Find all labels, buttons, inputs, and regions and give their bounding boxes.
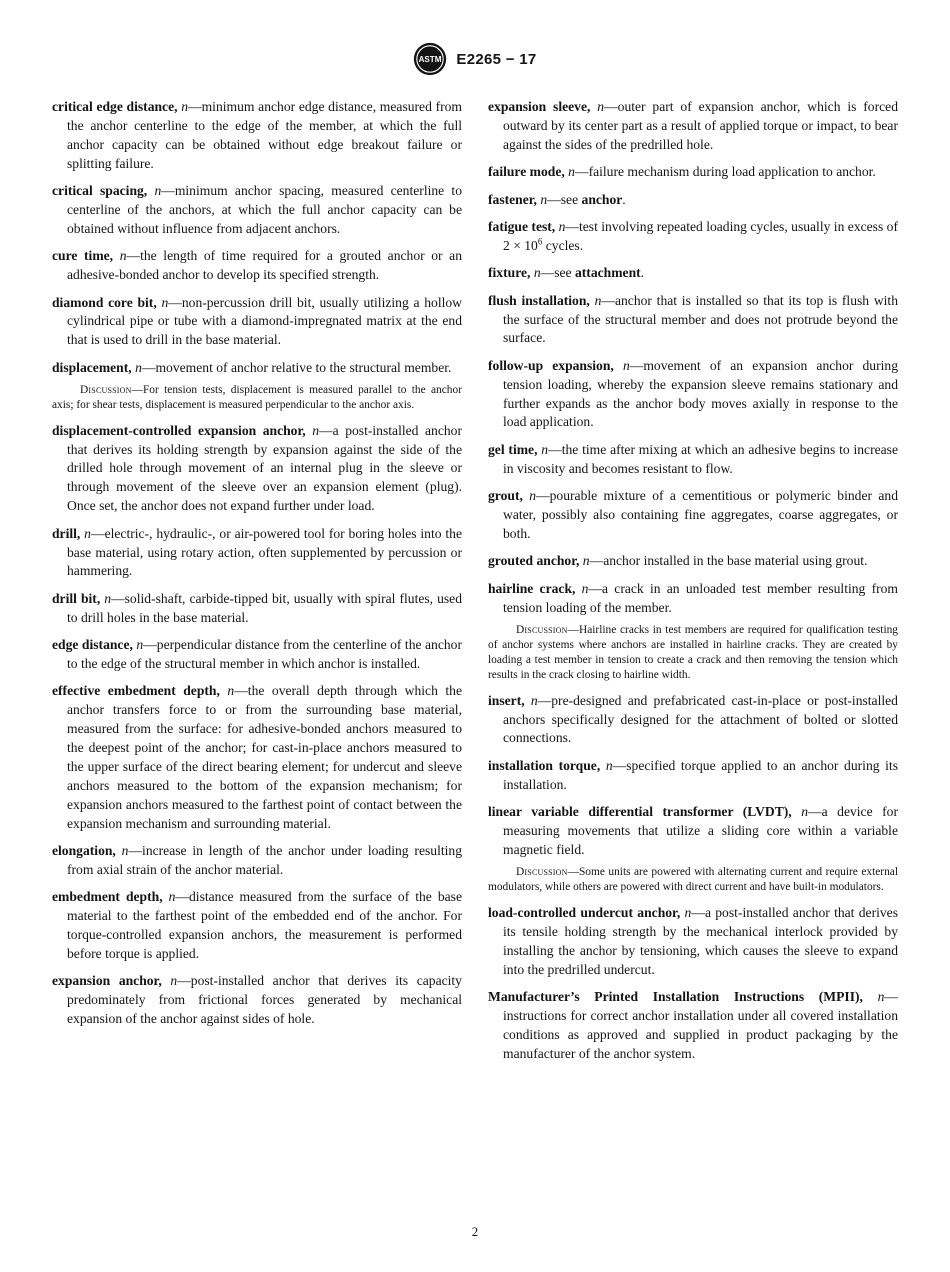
definition-entry — [488, 264, 898, 283]
definition-text: —movement of an expansion anchor during tension loading, whereby the expansion sleeve remains stationary and further expands as the anchor body moves axially in response to the load application. — [503, 357, 898, 430]
definition-entry — [52, 182, 462, 239]
definition-entry — [52, 422, 462, 516]
term: follow-up expansion, — [488, 357, 623, 373]
definition-entry — [488, 218, 898, 256]
part-of-speech: n — [597, 99, 605, 114]
page-header — [52, 42, 898, 76]
part-of-speech: n — [312, 422, 320, 438]
definitions-columns — [52, 98, 898, 1072]
term: displacement-controlled expansion anchor, — [52, 422, 313, 438]
definition-entry — [52, 842, 462, 880]
term: edge distance, — [52, 637, 137, 653]
definition-entry — [52, 359, 462, 378]
cross-reference-term: attachment — [574, 265, 641, 281]
definition-entry — [488, 357, 898, 433]
cross-reference-term: anchor — [581, 191, 623, 207]
part-of-speech: n — [227, 683, 235, 699]
term: fixture, — [488, 265, 534, 281]
term: hairline crack, — [488, 580, 582, 596]
definition-text: —instructions for correct anchor installation under all covered installation conditions as approved and supplied in product packaging by the manufacturer of the anchor system. — [503, 988, 898, 1061]
definition-text: —outer part of expansion anchor, which is forced outward by its center part as a result of applied torque or impact, to bear against the sides of the predrilled hole. — [503, 99, 898, 152]
part-of-speech: n — [541, 441, 549, 457]
part-of-speech: n — [568, 164, 575, 180]
part-of-speech: n — [84, 525, 91, 541]
term: elongation, — [52, 842, 122, 858]
definition-text: . — [622, 191, 626, 207]
definition-text: —perpendicular distance from the centerline of the anchor to the edge of the structural member in which anchor is installed. — [67, 637, 462, 671]
term: expansion sleeve, — [488, 99, 598, 114]
part-of-speech: n — [168, 889, 176, 905]
definition-entry — [488, 988, 898, 1064]
definition-text: —a post-installed anchor that derives its tensile holding strength by the mechanical interlock provided by installing the anchor by tensioning, which causes the sleeve to expand into the predrilled undercut. — [503, 904, 899, 977]
part-of-speech: n — [877, 988, 885, 1004]
definition-text: . — [640, 265, 645, 281]
part-of-speech: n — [136, 637, 144, 653]
discussion-label: Discussion — [516, 623, 568, 636]
discussion-label: Discussion — [80, 384, 132, 397]
definition-text: —the overall depth through which the anchor transfers force to or from the surrounding base material, measured from the surface: for adhesive-bonded anchors measured to the deepest point of the anchor; for cast-in-place anchors measured to the upper surface of the direct bearing element; for undercut and sleeve anchors measured to the bottom of the expansion mechanism; for expansion anchors measured to the farthest point of contact between the expansion mechanism and surrounding material. — [67, 683, 462, 831]
discussion-text: —Hairline cracks in test members are required for qualification testing of anchor systems where anchors are installed in hairline cracks. They are created by loading a test member in tension to create a crack and then removing the tension which results in the crack closing to hairline width. — [488, 623, 898, 682]
definition-entry — [52, 247, 462, 285]
discussion-label: Discussion — [516, 866, 568, 879]
term: grouted anchor, — [488, 553, 583, 569]
term: flush installation, — [488, 292, 595, 308]
definition-text: —post-installed anchor that derives its capacity predominately from frictional forces generated by mechanical expansion of the anchor against sides of hole. — [67, 973, 462, 1027]
part-of-speech: n — [581, 580, 589, 596]
definition-entry — [488, 487, 898, 544]
discussion-note — [52, 383, 462, 413]
part-of-speech: n — [121, 842, 129, 858]
definition-entry — [488, 580, 898, 618]
definition-text: —non-percussion drill bit, usually utilizing a hollow cylindrical pipe or tube with a diamond-impregnated matrix at the end that is used to drill in the base material. — [67, 294, 462, 348]
term: load-controlled undercut anchor, — [488, 904, 685, 920]
definition-text: —the length of time required for a grouted anchor or an adhesive-bonded anchor to develop its specified strength. — [67, 248, 462, 283]
definition-entry — [488, 757, 898, 795]
astm-logo-text: ASTM — [419, 54, 442, 64]
definition-text: —anchor that is installed so that its top is flush with the surface of the structural member and does not protrude beyond the surface. — [503, 292, 898, 346]
term: fatigue test, — [488, 218, 559, 234]
term: insert, — [488, 692, 531, 708]
part-of-speech: n — [104, 590, 112, 606]
definition-entry — [488, 191, 898, 210]
definition-text: —a device for measuring movements that utilize a sliding core within a variable magnetic field. — [503, 804, 898, 857]
definition-entry — [488, 803, 898, 860]
part-of-speech: n — [801, 804, 809, 820]
term: grout, — [488, 488, 530, 504]
definition-entry — [52, 525, 462, 582]
definition-text: —solid-shaft, carbide-tipped bit, usually with spiral flutes, used to drill holes in the base material. — [67, 590, 463, 625]
definition-text: —minimum anchor edge distance, measured from the anchor centerline to the edge of the member, at which the full anchor capacity can be obtained without edge breakout failure or splitting failure. — [67, 99, 462, 171]
part-of-speech: n — [154, 183, 162, 199]
definition-text: —anchor installed in the base material using grout. — [589, 553, 868, 569]
definition-text: cycles. — [542, 237, 584, 253]
discussion-text: —Some units are powered with alternating current and require external modulators, while others are powered with direct current and have built-in modulators. — [488, 866, 898, 894]
superscript: 6 — [537, 236, 543, 247]
definition-text: —see — [547, 191, 582, 207]
definition-entry — [488, 692, 898, 749]
part-of-speech: n — [170, 973, 178, 989]
discussion-text: —For tension tests, displacement is measured parallel to the anchor axis; for shear tests, displacement is measured perpendicular to the anchor axis. — [52, 384, 462, 412]
definition-text: —a crack in an unloaded test member resulting from tension loading of the member. — [503, 580, 898, 615]
discussion-note — [488, 865, 898, 895]
part-of-speech: n — [119, 248, 127, 264]
part-of-speech: n — [530, 692, 538, 708]
page-number: 2 — [471, 1224, 479, 1239]
term: critical edge distance, — [52, 99, 182, 114]
definition-entry — [488, 163, 898, 182]
definition-entry — [488, 904, 898, 980]
definition-text: —electric-, hydraulic-, or air-powered tool for boring holes into the base material, using rotary action, often supplemented by percussion or hammering. — [67, 525, 462, 579]
definition-text: —test involving repeated loading cycles, usually in excess of 2 × 10 — [503, 218, 898, 253]
definition-entry — [52, 972, 462, 1029]
definition-entry — [52, 294, 462, 351]
term: failure mode, — [488, 164, 569, 180]
definition-entry — [52, 888, 462, 964]
definition-text: —the time after mixing at which an adhesive begins to increase in viscosity and becomes resistant to flow. — [503, 441, 898, 476]
page-footer — [0, 1224, 950, 1240]
part-of-speech: n — [540, 191, 548, 207]
part-of-speech: n — [684, 904, 692, 920]
term: cure time, — [52, 248, 120, 264]
definition-text: —pre-designed and prefabricated cast-in-place or post-installed anchors specifically designed for the attachment of bolted or slotted connections. — [503, 692, 898, 746]
definition-text: —increase in length of the anchor under loading resulting from axial strain of the anchor material. — [67, 842, 462, 877]
term: Manufacturer’s Printed Installation Instructions (MPII), — [488, 988, 878, 1004]
definition-entry — [52, 590, 462, 628]
column-right — [488, 98, 898, 1072]
definition-text: —failure mechanism during load application to anchor. — [574, 164, 876, 180]
term: gel time, — [488, 441, 542, 457]
term: effective embedment depth, — [52, 683, 228, 699]
part-of-speech: n — [181, 99, 189, 114]
part-of-speech: n — [605, 757, 613, 773]
term: drill, — [52, 525, 85, 541]
definition-text: —pourable mixture of a cementitious or polymeric binder and water, possibly also containing fine aggregates, coarse aggregates, or both. — [503, 488, 898, 541]
definition-text: —a post-installed anchor that derives its holding strength by expansion against the side of the drilled hole through movement of an internal plug in the sleeve or through movement of the sleeve over an expansion element (plug). Once set, the anchor does not expand further under load. — [67, 422, 463, 514]
part-of-speech: n — [582, 553, 590, 569]
part-of-speech: n — [529, 488, 537, 504]
term: fastener, — [488, 191, 541, 207]
astm-logo-icon — [413, 42, 447, 76]
definition-entry — [52, 98, 462, 174]
term: embedment depth, — [52, 889, 169, 905]
term: linear variable differential transformer (LVDT), — [488, 804, 802, 820]
part-of-speech: n — [135, 359, 142, 375]
definition-entry — [52, 636, 462, 674]
term: drill bit, — [52, 590, 105, 606]
definition-text: —see — [540, 265, 575, 281]
part-of-speech: n — [622, 357, 630, 373]
definition-text: —specified torque applied to an anchor during its installation. — [503, 757, 898, 792]
part-of-speech: n — [558, 218, 566, 234]
definition-text: —movement of anchor relative to the structural member. — [141, 359, 452, 375]
definition-entry — [52, 682, 462, 833]
part-of-speech: n — [161, 294, 169, 310]
term: diamond core bit, — [52, 294, 162, 310]
definition-entry — [488, 552, 898, 571]
definition-entry — [488, 98, 898, 155]
discussion-note — [488, 623, 898, 683]
term: critical spacing, — [52, 183, 155, 199]
definition-text: —distance measured from the surface of the base material to the farthest point of the embedded end of the anchor. For torque-controlled expansion anchors, the measurement is performed before torque is applied. — [67, 889, 462, 961]
definition-entry — [488, 441, 898, 479]
definition-entry — [488, 292, 898, 349]
term: expansion anchor, — [52, 973, 171, 989]
part-of-speech: n — [594, 292, 602, 308]
document-number: E2265 − 17 — [456, 50, 537, 68]
part-of-speech: n — [533, 265, 541, 281]
term: installation torque, — [488, 757, 606, 773]
column-left — [52, 98, 462, 1072]
definition-text: —minimum anchor spacing, measured centerline to centerline of the anchors, at which the full anchor capacity can be obtained without influence from adjacent anchors. — [67, 183, 463, 236]
term: displacement, — [52, 359, 136, 375]
